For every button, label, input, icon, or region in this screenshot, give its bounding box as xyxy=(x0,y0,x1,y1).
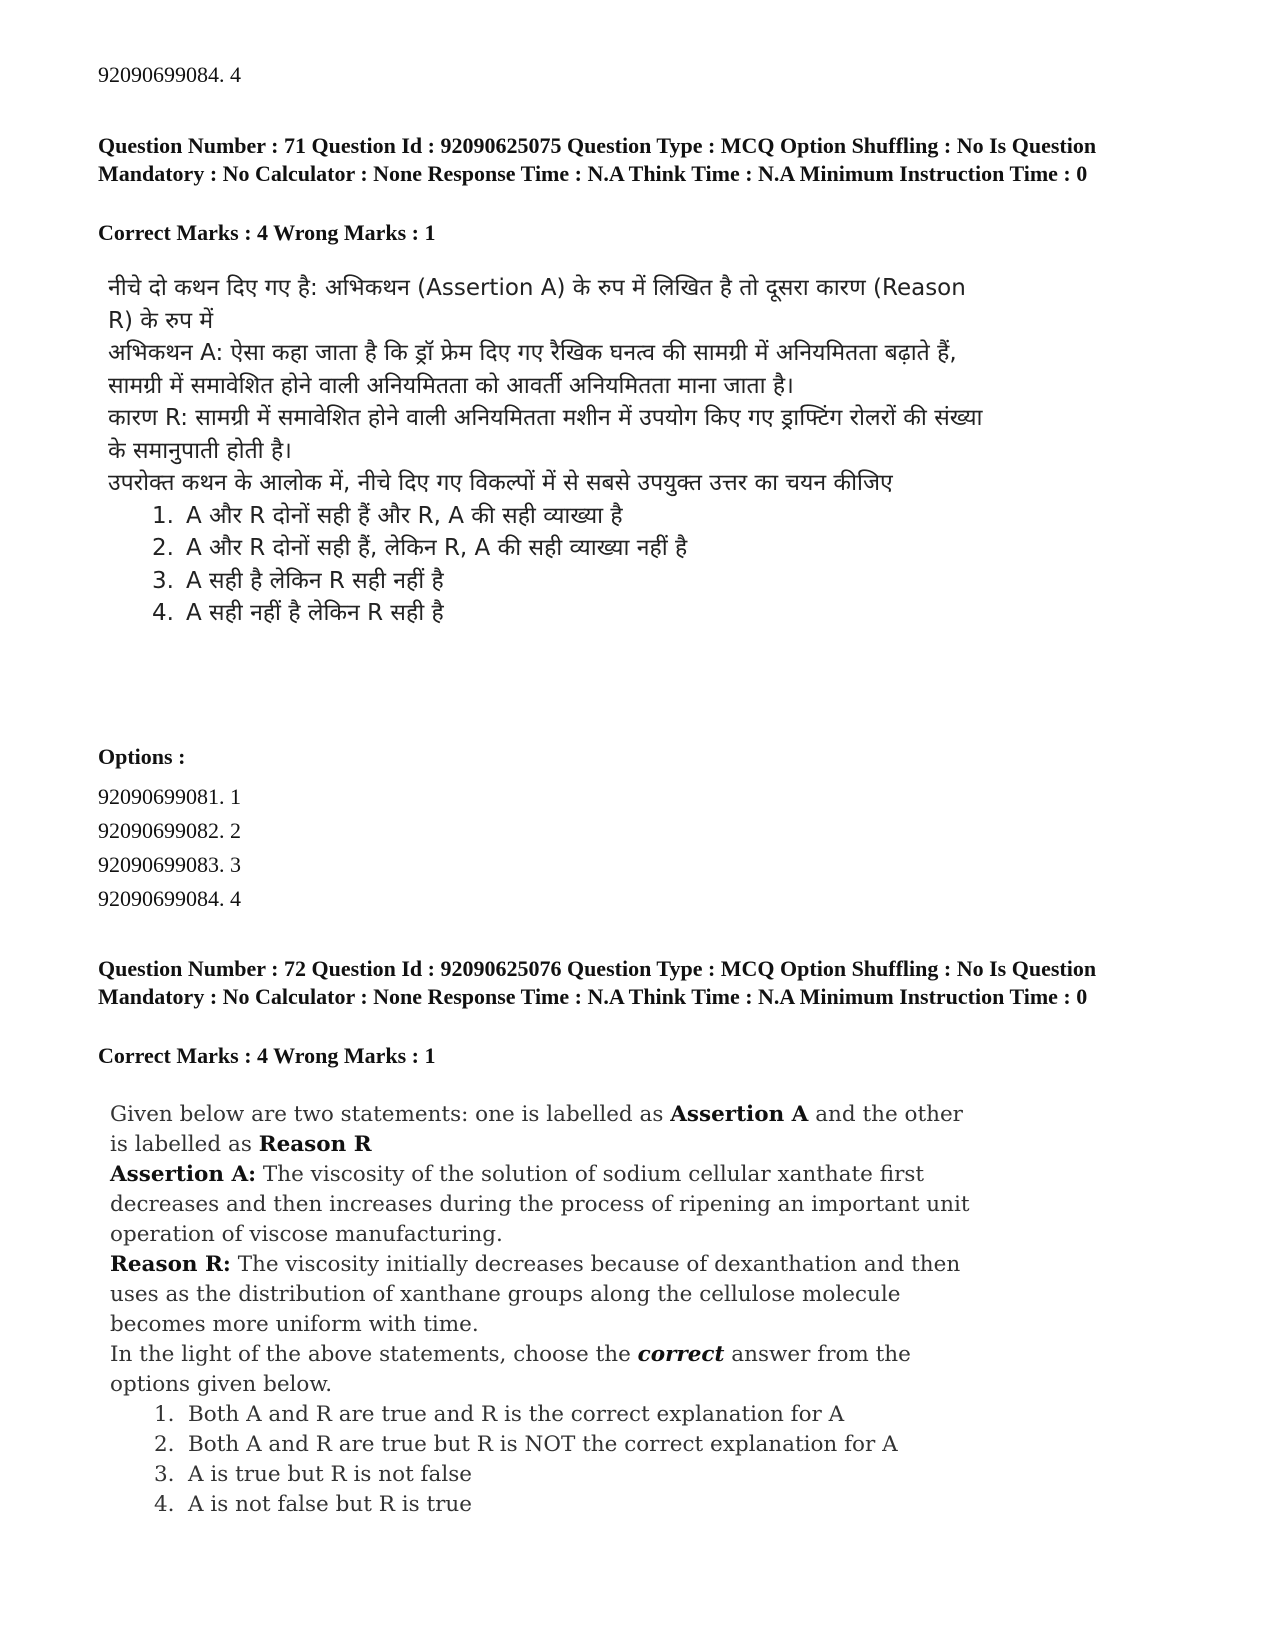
q71-metadata: Question Number : 71 Question Id : 92090625075 Question Type : MCQ Option Shuffling : No Is Question Mandatory : No Calculator : None Response Time : N.A Think Time : N.A Minimum Instruction Time : 0 xyxy=(98,133,1097,186)
q72-metadata: Question Number : 72 Question Id : 92090625076 Question Type : MCQ Option Shuffling : No Is Question Mandatory : No Calculator : None Response Time : N.A Think Time : N.A Minimum Instruction Time : 0 xyxy=(98,956,1097,1009)
previous-option-line: 92090699084. 4 xyxy=(98,62,241,87)
q71-instruction: उपरोक्त कथन के आलोक में, नीचे दिए गए विकल्पों में से सबसे उपयुक्त उत्तर का चयन कीजिए xyxy=(108,470,893,496)
option-item: 92090699082. 2 xyxy=(98,818,241,843)
q71-choice: 1. A और R दोनों सही हैं और R, A की सही व्याख्या है xyxy=(152,502,623,529)
q71-options-list xyxy=(98,780,241,916)
q72-choice-list xyxy=(110,1400,970,1520)
q71-intro: नीचे दो कथन दिए गए है: अभिकथन (Assertion A) के रुप में लिखित है तो दूसरा कारण (Reason R) के रुप में xyxy=(108,275,966,334)
option-item: 92090699081. 1 xyxy=(98,784,241,809)
q72-question-body xyxy=(110,1100,970,1520)
q71-assertion: अभिकथन A: ऐसा कहा जाता है कि ड्रॉ फ्रेम दिए गए रैखिक घनत्व की सामग्री में अनियमितता बढ़ाते हैं, सामग्री में समावेशित होने वाली अनियमितता को आवर्ती अनियमितता माना जाता है। xyxy=(108,340,957,399)
q72-choice: 2. Both A and R are true but R is NOT the correct explanation for A xyxy=(154,1432,898,1457)
q72-assertion: Assertion A: The viscosity of the solution of sodium cellular xanthate first decreases and then increases during the process of ripening an important unit operation of viscose manufacturing. xyxy=(110,1162,970,1247)
q72-instruction: In the light of the above statements, choose the correct answer from the options given below. xyxy=(110,1342,911,1397)
q71-question-body xyxy=(108,272,988,630)
q72-choice: 3. A is true but R is not false xyxy=(154,1462,472,1487)
q71-choice: 4. A सही नहीं है लेकिन R सही है xyxy=(152,600,444,626)
q71-choice: 3. A सही है लेकिन R सही नहीं है xyxy=(152,567,444,594)
q71-reason: कारण R: सामग्री में समावेशित होने वाली अनियमितता मशीन में उपयोग किए गए ड्राफ्टिंग रोलरों की संख्या के समानुपाती होती है। xyxy=(108,405,983,464)
q72-choice: 4. A is not false but R is true xyxy=(154,1492,472,1517)
q71-choice-list xyxy=(108,500,988,630)
q71-options-title: Options : xyxy=(98,744,186,769)
option-item: 92090699083. 3 xyxy=(98,852,241,877)
q71-choice: 2. A और R दोनों सही हैं, लेकिन R, A की सही व्याख्या नहीं है xyxy=(152,535,688,561)
q72-choice: 1. Both A and R are true and R is the correct explanation for A xyxy=(154,1402,845,1427)
q72-reason: Reason R: The viscosity initially decreases because of dexanthation and then uses as the distribution of xanthane groups along the cellulose molecule becomes more uniform with time. xyxy=(110,1252,961,1337)
q72-intro: Given below are two statements: one is labelled as Assertion A and the other is labelled as Reason R xyxy=(110,1102,963,1157)
q72-marks: Correct Marks : 4 Wrong Marks : 1 xyxy=(98,1043,436,1068)
q71-marks: Correct Marks : 4 Wrong Marks : 1 xyxy=(98,220,436,245)
option-item: 92090699084. 4 xyxy=(98,886,241,911)
